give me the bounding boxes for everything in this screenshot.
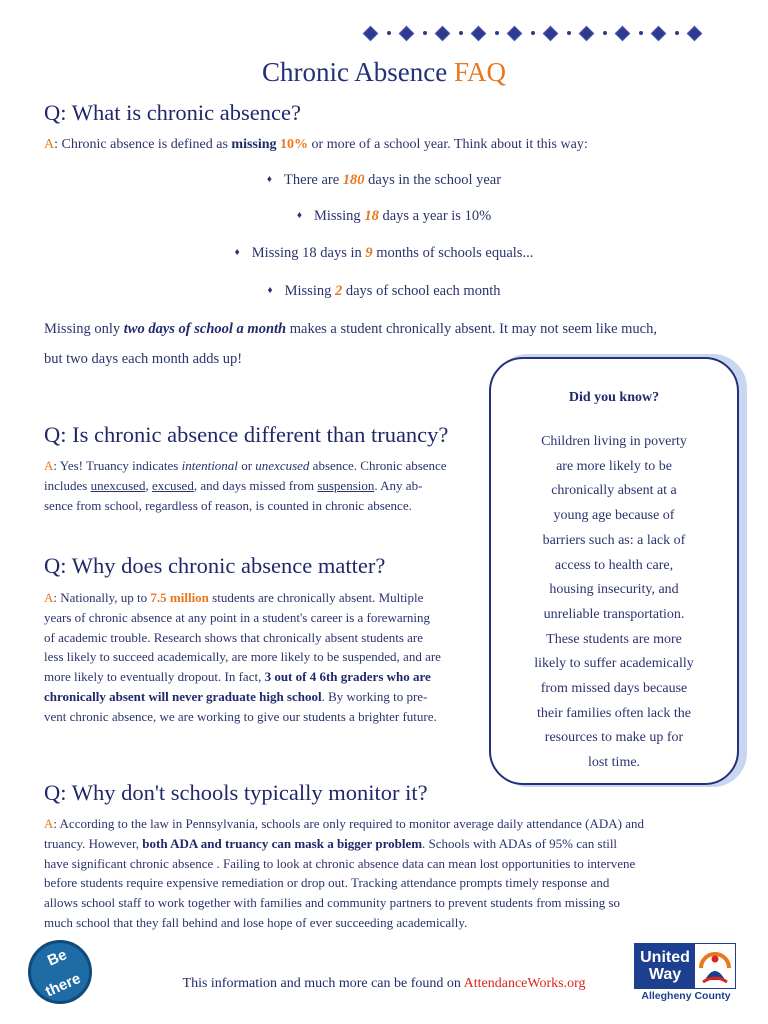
be-there-logo: Be there: [28, 940, 92, 1004]
united-way-hand-icon: [695, 944, 735, 988]
question-why-matter: Q: Why does chronic absence matter?: [44, 553, 386, 578]
diamond-divider: [365, 24, 700, 42]
question-truancy: Q: Is chronic absence different than truancy?: [44, 422, 449, 447]
footer-text: This information and much more can be found on AttendanceWorks.org: [182, 976, 586, 991]
answer-truancy: A: Yes! Truancy indicates intentional or unexcused absence. Chronic absence includes unexcused, excused, and days missed from suspension. Any ab- sence from school, regardless of reason, is counted in chronic absence.: [44, 458, 447, 513]
diamond-icon: [507, 25, 523, 41]
attendance-works-link[interactable]: AttendanceWorks.org: [463, 976, 586, 991]
answer-why-not-monitor: A: According to the law in Pennsylvania, schools are only required to monitor average daily attendance (ADA) and truancy. However, both ADA and truancy can mask a bigger problem. Schools with ADAs of 95% can still have significant chronic absence . Failing to look at chronic absence data can mean lost opportunities to intervene before students require expensive remediation or drop out. Tracking attendance prompts timely response and allows school staff to work together with families and community partners to prevent students from missing so much school that they fall behind and lose hope of ever succeeding academically.: [44, 816, 644, 930]
bullet-item: ♦ Missing 2 days of school each month: [267, 283, 501, 299]
diamond-icon: [615, 25, 631, 41]
answer-why-matter: A: Nationally, up to 7.5 million students are chronically absent. Multiple years of chronic absence at any point in a student's career is a forewarning of academic trouble. Research shows that chronically absent students are less likely to succeed academically, are more likely to be suspended, and are more likely to eventually dropout. In fact, 3 out of 4 6th graders who are chronically absent will never graduate high school. By working to pre- vent chronic absence, we are working to give our students a brighter future.: [44, 590, 441, 724]
callout-title: Did you know?: [568, 390, 660, 405]
bullet-diamond-icon: ♦: [267, 285, 273, 296]
bullet-item: ♦ There are 180 days in the school year: [266, 172, 502, 188]
question-what-is: Q: What is chronic absence?: [44, 100, 301, 125]
answer-what-is: A: Chronic absence is defined as missing 10% or more of a school year. Think about it this way:: [44, 137, 588, 152]
diamond-icon: [687, 25, 703, 41]
bullet-diamond-icon: ♦: [234, 247, 240, 258]
bullet-diamond-icon: ♦: [296, 210, 302, 221]
callout-body: Children living in poverty are more likely to be chronically absent at a young age because of barriers such as: a lack of access to health care, housing insecurity, and unreliable transportation. These students are more likely to suffer academically from missed days because their families often lack the resources to make up for lost time.: [534, 434, 694, 771]
diamond-icon: [651, 25, 667, 41]
question-why-not-monitor: Q: Why don't schools typically monitor it?: [44, 780, 428, 805]
diamond-icon: [543, 25, 559, 41]
diamond-icon: [579, 25, 595, 41]
summary-paragraph: Missing only two days of school a month makes a student chronically absent. It may not seem like much, but two days each month adds up!: [44, 321, 657, 367]
diamond-icon: [399, 25, 415, 41]
united-way-logo: United Way Allegheny County: [634, 943, 738, 1005]
bullet-item: ♦ Missing 18 days a year is 10%: [296, 208, 492, 224]
bullet-diamond-icon: ♦: [266, 174, 273, 185]
diamond-icon: [363, 25, 379, 41]
diamond-icon: [435, 25, 451, 41]
page-title: Chronic Absence FAQ: [262, 57, 506, 87]
diamond-icon: [471, 25, 487, 41]
bullet-item: ♦ Missing 18 days in 9 months of schools equals...: [234, 245, 534, 261]
